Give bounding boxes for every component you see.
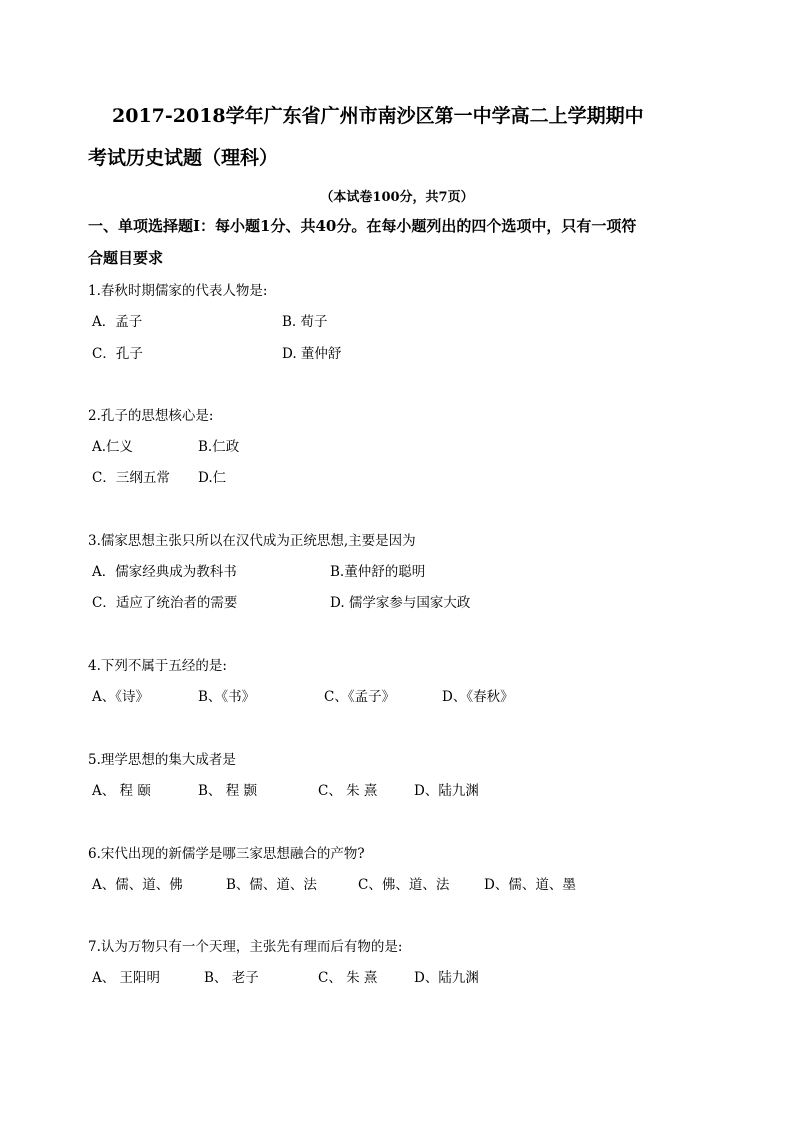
question-6-option-d: D、儒、道、墨: [484, 877, 576, 893]
question-1-option-d: D. 董仲舒: [282, 346, 342, 362]
question-1-option-a: A．孟子: [92, 314, 143, 330]
question-6-stem: 6.宋代出现的新儒学是哪三家思想融合的产物?: [88, 846, 365, 862]
question-7-option-c: C、 朱 熹: [318, 970, 378, 986]
question-4-option-a: A、《诗》: [92, 689, 149, 705]
question-5-option-a: A、 程 颐: [92, 783, 151, 799]
question-5-option-b: B、 程 颢: [198, 783, 258, 799]
question-7-option-a: A、 王阳明: [92, 970, 161, 986]
question-3-option-a: A．儒家经典成为教科书: [92, 564, 237, 580]
section-heading-line-2: 合题目要求: [88, 249, 164, 267]
question-1-stem: 1.春秋时期儒家的代表人物是:: [88, 283, 268, 299]
exam-title-line-2: 考试历史试题（理科）: [88, 147, 279, 169]
question-1-option-b: B. 荀子: [282, 314, 328, 330]
question-6-option-a: A、儒、道、佛: [92, 877, 183, 893]
exam-subtitle: （本试卷100分，共7页）: [320, 190, 474, 205]
question-2-option-b: B.仁政: [198, 439, 240, 455]
question-4-option-c: C、《孟子》: [324, 689, 396, 705]
question-5-option-d: D、陆九渊: [414, 783, 479, 799]
question-6-option-b: B、儒、道、法: [226, 877, 317, 893]
section-heading-line-1: 一、单项选择题Ⅰ：每小题1分、共40分。在每小题列出的四个选项中，只有一项符: [88, 217, 637, 235]
question-2-stem: 2.孔子的思想核心是:: [88, 408, 214, 424]
question-2-option-d: D.仁: [198, 470, 227, 486]
question-2-option-c: C．三纲五常: [92, 470, 170, 486]
question-5-option-c: C、 朱 熹: [318, 783, 378, 799]
question-7-option-d: D、陆九渊: [414, 970, 479, 986]
question-5-stem: 5.理学思想的集大成者是: [88, 752, 236, 768]
question-3-stem: 3.儒家思想主张只所以在汉代成为正统思想,主要是因为: [88, 533, 416, 549]
question-6-option-c: C、佛、道、法: [358, 877, 450, 893]
question-4-option-b: B、《书》: [198, 689, 256, 705]
question-7-stem: 7.认为万物只有一个天理，主张先有理而后有物的是:: [88, 939, 403, 955]
question-4-option-d: D、《春秋》: [442, 689, 514, 705]
question-7-option-b: B、 老子: [204, 970, 259, 986]
exam-title-line-1: 2017-2018学年广东省广州市南沙区第一中学高二上学期期中: [112, 105, 644, 127]
question-3-option-c: C．适应了统治者的需要: [92, 595, 238, 611]
question-2-option-a: A.仁义: [92, 439, 134, 455]
question-4-stem: 4.下列不属于五经的是:: [88, 658, 227, 674]
question-3-option-b: B.董仲舒的聪明: [330, 564, 426, 580]
question-1-option-c: C．孔子: [92, 346, 143, 362]
question-3-option-d: D. 儒学家参与国家大政: [330, 595, 471, 611]
